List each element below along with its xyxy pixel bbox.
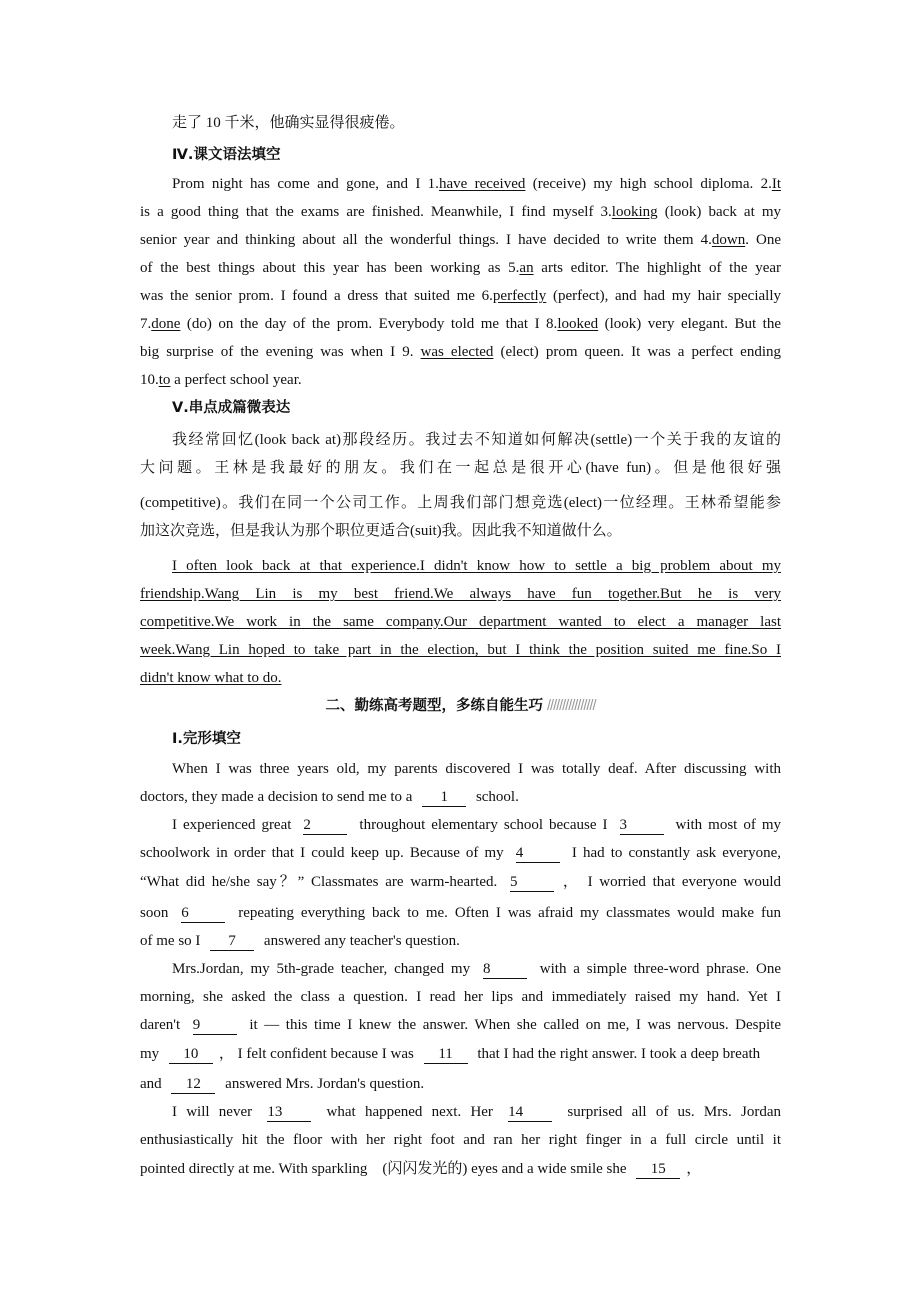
text-line (172, 113, 781, 133)
text-line (172, 174, 781, 194)
text-segment: repeating everything back to me. Often I was afraid my classmates would make fun (231, 905, 781, 921)
text-segment: answered Mrs. Jordan's question. (221, 1076, 425, 1092)
text-segment: was the senior prom. I found a dress that suited me 6. (140, 288, 493, 304)
text-segment: with a simple three-word phrase. One (532, 961, 781, 977)
text-segment: that I had the right answer. I took a deep breath (473, 1046, 761, 1062)
text-segment: 走了 10 千米，他确实显得很疲倦。 (172, 115, 405, 131)
text-line (140, 1159, 781, 1179)
underlined-answer: It (771, 176, 781, 192)
text-line (172, 430, 781, 450)
text-segment: Mrs.Jordan, my 5th-grade teacher, changed my (172, 961, 477, 977)
underlined-answer: was elected (420, 344, 494, 360)
text-segment: (do) on the day of the prom. Everybody told me that I 8. (180, 316, 558, 332)
answer-line (140, 584, 781, 604)
underlined-answer: friendship.Wang Lin is my best friend.We always have fun together.But he is very (140, 586, 781, 602)
text-segment: answered any teacher's question. (260, 933, 460, 949)
text-line (140, 458, 781, 478)
hatch-decoration: //////////////// (547, 698, 596, 714)
blank-11: 11 (424, 1046, 468, 1064)
text-line (140, 931, 781, 951)
part-two-heading (140, 696, 781, 716)
text-line (140, 342, 781, 362)
text-segment: school. (472, 789, 519, 805)
underlined-answer: have received (438, 176, 526, 192)
blank-1: 1 (422, 789, 466, 807)
text-segment: (receive) my high school diploma. 2. (525, 176, 772, 192)
text-line (140, 843, 781, 863)
text-line (140, 521, 781, 541)
text-line (172, 1102, 781, 1122)
text-segment: 加这次竞选，但是我认为那个职位更适合(suit)我。因此我不知道做什么。 (140, 523, 622, 539)
text-segment: a perfect school year. (170, 372, 302, 388)
text-line (140, 370, 781, 390)
text-line (140, 1015, 781, 1035)
text-segment: schoolwork in order that I could keep up. Because of my (140, 845, 510, 861)
text-line (140, 1044, 781, 1064)
text-line (140, 230, 781, 250)
text-line (140, 258, 781, 278)
text-segment: doctors, they made a decision to send me to a (140, 789, 417, 805)
underlined-answer: to (158, 372, 171, 388)
text-segment: pointed directly at me. With sparkling (闪闪发光的) eyes and a wide smile she (140, 1161, 631, 1177)
text-segment: (elect) prom queen. It was a perfect ending (493, 344, 781, 360)
text-segment: and (140, 1076, 166, 1092)
blank-14: 14 (508, 1104, 552, 1122)
text-segment: of the best things about this year has been working as 5. (140, 260, 520, 276)
underlined-answer: competitive.We work in the same company.Our department wanted to elect a manager last (140, 614, 781, 630)
text-segment: (look) back at my (657, 204, 781, 220)
text-segment: arts editor. The highlight of the year (533, 260, 781, 276)
text-segment: I experienced great (172, 817, 298, 833)
answer-line (140, 668, 781, 688)
blank-13: 13 (267, 1104, 311, 1122)
text-segment: surprised all of us. Mrs. Jordan (558, 1104, 781, 1120)
underlined-answer: looking (611, 204, 658, 220)
text-segment: big surprise of the evening was when I 9. (140, 344, 421, 360)
text-segment: of me so I (140, 933, 205, 949)
blank-15: 15 (636, 1161, 680, 1179)
blank-4: 4 (516, 845, 560, 863)
underlined-answer: week.Wang Lin hoped to take part in the election, but I think the position suited me fine.So I (140, 642, 781, 658)
text-segment: soon (140, 905, 176, 921)
text-segment: 大问题。王林是我最好的朋友。我们在一起总是很开心(have fun)。但是他很好强 (140, 460, 781, 476)
text-segment: I will never (172, 1104, 262, 1120)
text-line (140, 987, 781, 1007)
text-line (140, 286, 781, 306)
text-line (140, 1130, 781, 1150)
text-line (140, 314, 781, 334)
text-segment: with most of my (669, 817, 781, 833)
answer-line (140, 612, 781, 632)
blank-8: 8 (483, 961, 527, 979)
blank-9: 9 (193, 1017, 237, 1035)
text-line (172, 959, 781, 979)
text-line (140, 872, 781, 892)
answer-line (172, 556, 781, 576)
text-line (140, 1074, 781, 1094)
underlined-answer: down (711, 232, 746, 248)
underlined-answer: an (519, 260, 534, 276)
text-segment: 二、勤练高考题型，多练自能生巧 (325, 698, 544, 714)
text-segment: 我经常回忆(look back at)那段经历。我过去不知道如何解决(settle)一个关于我的友谊的 (172, 432, 781, 448)
text-line (140, 787, 781, 807)
text-segment: ， (686, 1161, 702, 1177)
text-segment: “What did he/she say？” Classmates are warm-hearted. (140, 874, 504, 890)
text-segment: When I was three years old, my parents discovered I was totally deaf. After discussing with (172, 761, 781, 777)
section-heading-iv (172, 145, 781, 165)
text-segment: is a good thing that the exams are finished. Meanwhile, I find myself 3. (140, 204, 612, 220)
text-segment: Ⅳ.课文语法填空 (172, 147, 281, 163)
text-segment: ， I felt confident because I was (218, 1046, 418, 1062)
text-segment: (competitive)。我们在同一个公司工作。上周我们部门想竞选(elect)一位经理。王林希望能参 (140, 495, 781, 511)
blank-5: 5 (510, 874, 554, 892)
answer-line (140, 640, 781, 660)
underlined-answer: perfectly (492, 288, 547, 304)
text-segment: (perfect), and had my hair specially (546, 288, 781, 304)
text-segment: enthusiastically hit the floor with her right foot and ran her right finger in a full circle until it (140, 1132, 781, 1148)
text-segment: morning, she asked the class a question. I read her lips and immediately raised my hand. Yet I (140, 989, 781, 1005)
text-segment: ， I worried that everyone would (559, 874, 781, 890)
section-heading-v (172, 398, 781, 418)
text-segment: throughout elementary school because I (353, 817, 614, 833)
text-line (172, 759, 781, 779)
section-heading-i (172, 729, 781, 749)
text-segment: 7. (140, 316, 152, 332)
text-line (140, 493, 781, 513)
text-segment: Ⅴ.串点成篇微表达 (172, 400, 291, 416)
text-segment: daren't (140, 1017, 187, 1033)
text-line (140, 202, 781, 222)
underlined-answer: looked (557, 316, 599, 332)
underlined-answer: I often look back at that experience.I didn't know how to settle a big problem about my (172, 558, 781, 574)
blank-2: 2 (303, 817, 347, 835)
text-segment: Prom night has come and gone, and I 1. (172, 176, 439, 192)
blank-12: 12 (171, 1076, 215, 1094)
text-segment: . One (745, 232, 781, 248)
blank-10: 10 (169, 1046, 213, 1064)
text-line (140, 903, 781, 923)
text-segment: senior year and thinking about all the wonderful things. I have decided to write them 4. (140, 232, 712, 248)
text-segment: it — this time I knew the answer. When she called on me, I was nervous. Despite (242, 1017, 781, 1033)
text-line (172, 815, 781, 835)
text-segment: 10. (140, 372, 159, 388)
text-segment: what happened next. Her (317, 1104, 503, 1120)
text-segment: Ⅰ.完形填空 (172, 731, 241, 747)
text-segment: I had to constantly ask everyone, (565, 845, 781, 861)
blank-3: 3 (620, 817, 664, 835)
text-segment: my (140, 1046, 163, 1062)
blank-6: 6 (181, 905, 225, 923)
underlined-answer: done (151, 316, 181, 332)
text-segment: (look) very elegant. But the (598, 316, 781, 332)
blank-7: 7 (210, 933, 254, 951)
underlined-answer: didn't know what to do. (140, 670, 282, 686)
